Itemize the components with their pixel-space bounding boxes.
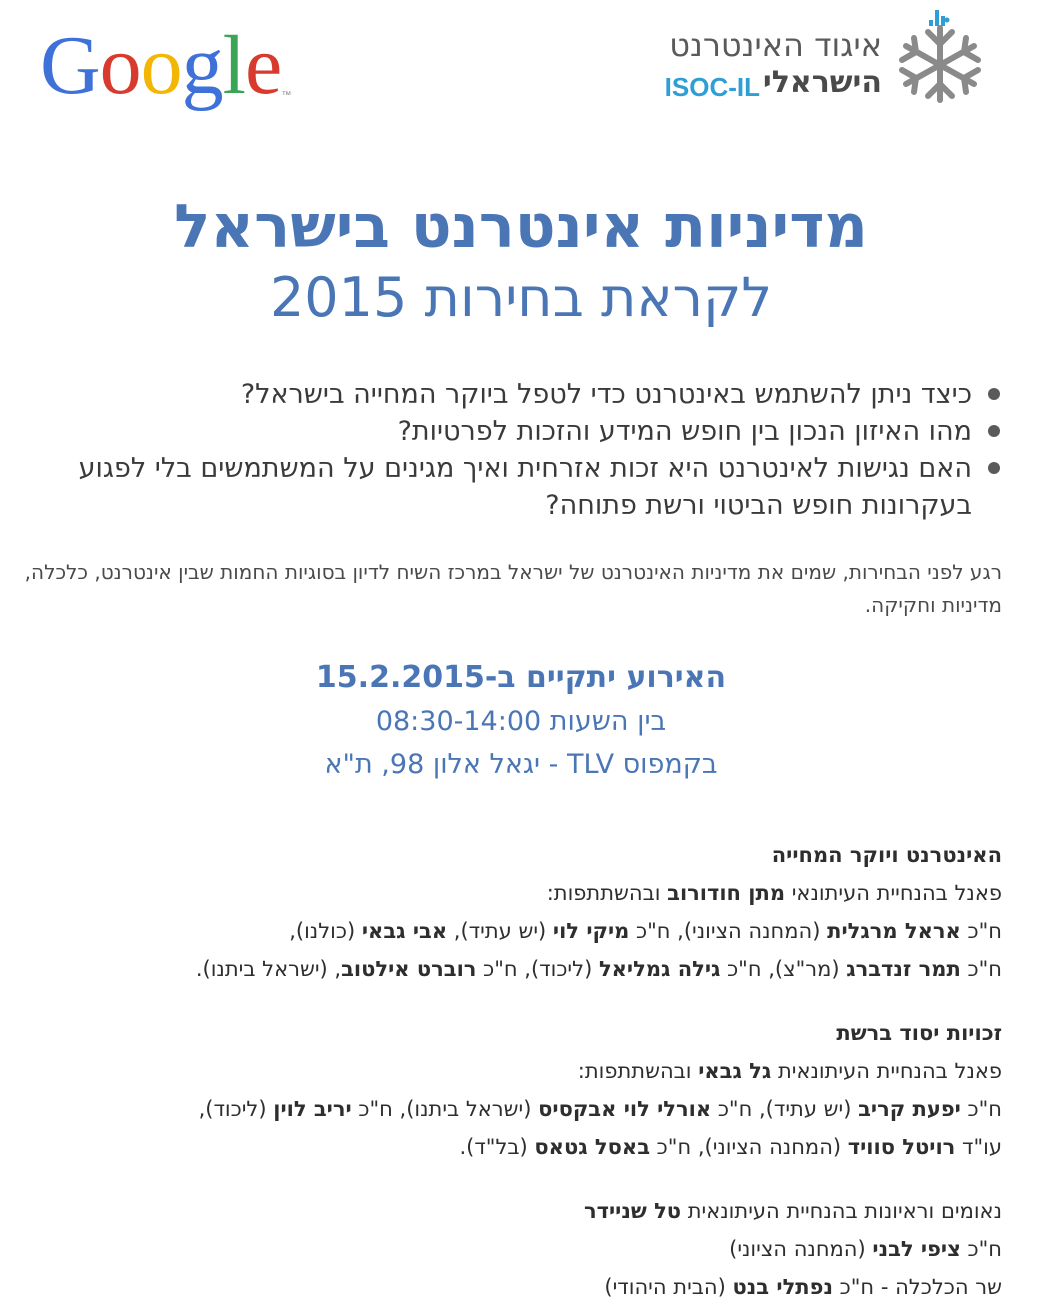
panel-heading: זכויות יסוד ברשת xyxy=(836,1021,1002,1045)
isoc-il-logo xyxy=(652,8,992,108)
isoc-name-line2: הישראלי xyxy=(762,65,882,100)
panel-text: , (ישראל ביתנו). xyxy=(195,957,342,981)
snowflake-network-icon xyxy=(888,8,992,108)
participant-name: אבי גבאי xyxy=(361,919,448,943)
panel-text: (ליכוד), xyxy=(198,1097,274,1121)
page-subtitle: לקראת בחירות 2015 xyxy=(269,266,773,329)
question-text: האם נגישות לאינטרנט היא זכות אזרחית ואיך מגינים על המשתמשים בלי לפגוע בעקרונות חופש הביטוי ורשת פתוחה? xyxy=(78,453,972,521)
google-letter: e xyxy=(245,19,282,112)
panel-line xyxy=(22,1052,1002,1090)
panel-text: (בל"ד). xyxy=(459,1135,535,1159)
question-list xyxy=(42,376,1002,524)
bullet-icon xyxy=(988,462,1000,474)
participant-name: רוברט אילטוב xyxy=(341,957,477,981)
panel-text: פאנל בהנחיית העיתונאית xyxy=(771,1059,1002,1083)
panel-text: (הבית היהודי) xyxy=(604,1275,733,1299)
panel-line xyxy=(22,1090,1002,1128)
panel-text: ח"כ xyxy=(960,919,1002,943)
panel-text: (המחנה הציוני) xyxy=(729,1237,873,1261)
trademark-mark: ™ xyxy=(281,90,291,101)
question-item xyxy=(42,450,1002,524)
panel-text: ח"כ xyxy=(960,1097,1002,1121)
panel-text: ובהשתתפות: xyxy=(546,881,668,905)
participant-name: יריב לוין xyxy=(273,1097,352,1121)
panel-text: (המחנה הציוני), ח"כ xyxy=(629,919,828,943)
panel-line xyxy=(22,950,1002,988)
isoc-name-line1: איגוד האינטרנט xyxy=(669,26,882,64)
panel-line xyxy=(22,912,1002,950)
panel-text: פאנל בהנחיית העיתונאי xyxy=(785,881,1002,905)
panel-text: ובהשתתפות: xyxy=(577,1059,699,1083)
participant-name: אורלי לוי אבקסיס xyxy=(538,1097,712,1121)
panel-text: (ישראל ביתנו), ח"כ xyxy=(351,1097,539,1121)
google-letter: o xyxy=(140,19,182,112)
panel-text: ח"כ xyxy=(960,1237,1002,1261)
panel-text: נאומים וראיונות בהנחיית העיתונאית xyxy=(681,1199,1002,1223)
question-text: מהו האיזון הנכון בין חופש המידע והזכות לפרטיות? xyxy=(397,416,972,447)
question-text: כיצד ניתן להשתמש באינטרנט כדי לטפל ביוקר המחייה בישראל? xyxy=(240,379,972,410)
question-item xyxy=(42,376,1002,413)
google-letter: o xyxy=(99,19,141,112)
event-date: האירוע יתקיים ב-15.2.2015 xyxy=(315,660,727,695)
participant-name: גילה גמליאל xyxy=(598,957,721,981)
question-item xyxy=(42,413,1002,450)
google-logo xyxy=(40,16,330,116)
participant-name: רויטל סוויד xyxy=(847,1135,956,1159)
participant-name: באסל גטאס xyxy=(534,1135,650,1159)
isoc-name-en: ISOC-IL xyxy=(664,72,760,102)
panel-line xyxy=(22,1230,1002,1268)
page-title: מדיניות אינטרנט בישראל xyxy=(174,192,868,262)
event-info xyxy=(0,656,1042,786)
panel-speeches xyxy=(22,1192,1002,1306)
panel-text: עו"ד xyxy=(955,1135,1002,1159)
participant-name: ציפי לבני xyxy=(872,1237,961,1261)
panel-text: (כולנו), xyxy=(289,919,362,943)
participant-name: נפתלי בנט xyxy=(732,1275,833,1299)
panel-text: ח"כ xyxy=(960,957,1002,981)
bullet-icon xyxy=(988,388,1000,400)
panel-text: (מר"צ), ח"כ xyxy=(720,957,847,981)
intro-paragraph: רגע לפני הבחירות, שמים את מדיניות האינטרנט של ישראל במרכז השיח לדיון בסוגיות החמות שבין אינטרנט, כלכלה, מדיניות וחקיקה. xyxy=(24,560,1002,617)
panel-basic-rights xyxy=(22,1014,1002,1166)
panel-line xyxy=(22,1268,1002,1306)
participant-name: תמר זנדברג xyxy=(846,957,961,981)
participant-name: יפעת קריב xyxy=(858,1097,961,1121)
google-letter: g xyxy=(181,19,223,112)
participant-name: מיקי לוי xyxy=(552,919,630,943)
panel-line xyxy=(22,1192,1002,1230)
event-location: בקמפוס TLV - יגאל אלון 98, ת"א xyxy=(324,749,718,780)
participant-name: אראל מרגלית xyxy=(827,919,961,943)
participant-name: מתן חודורוב xyxy=(667,881,786,905)
panel-text: (יש עתיד), ח"כ xyxy=(711,1097,859,1121)
bullet-icon xyxy=(988,425,1000,437)
panel-line xyxy=(22,874,1002,912)
panel-text: (המחנה הציוני), ח"כ xyxy=(650,1135,848,1159)
participant-name: גל גבאי xyxy=(698,1059,772,1083)
google-letter: l xyxy=(222,19,246,112)
participant-name: טל שניידר xyxy=(583,1199,682,1223)
panel-text: (יש עתיד), xyxy=(447,919,553,943)
google-letter: G xyxy=(40,19,100,112)
panel-text: (ליכוד), ח"כ xyxy=(476,957,599,981)
event-hours: בין השעות 08:30-14:00 xyxy=(375,706,667,737)
panel-line xyxy=(22,1128,1002,1166)
panel-cost-of-living xyxy=(22,836,1002,988)
panel-heading: האינטרנט ויוקר המחייה xyxy=(771,843,1002,867)
panel-text: שר הכלכלה - ח"כ xyxy=(832,1275,1002,1299)
